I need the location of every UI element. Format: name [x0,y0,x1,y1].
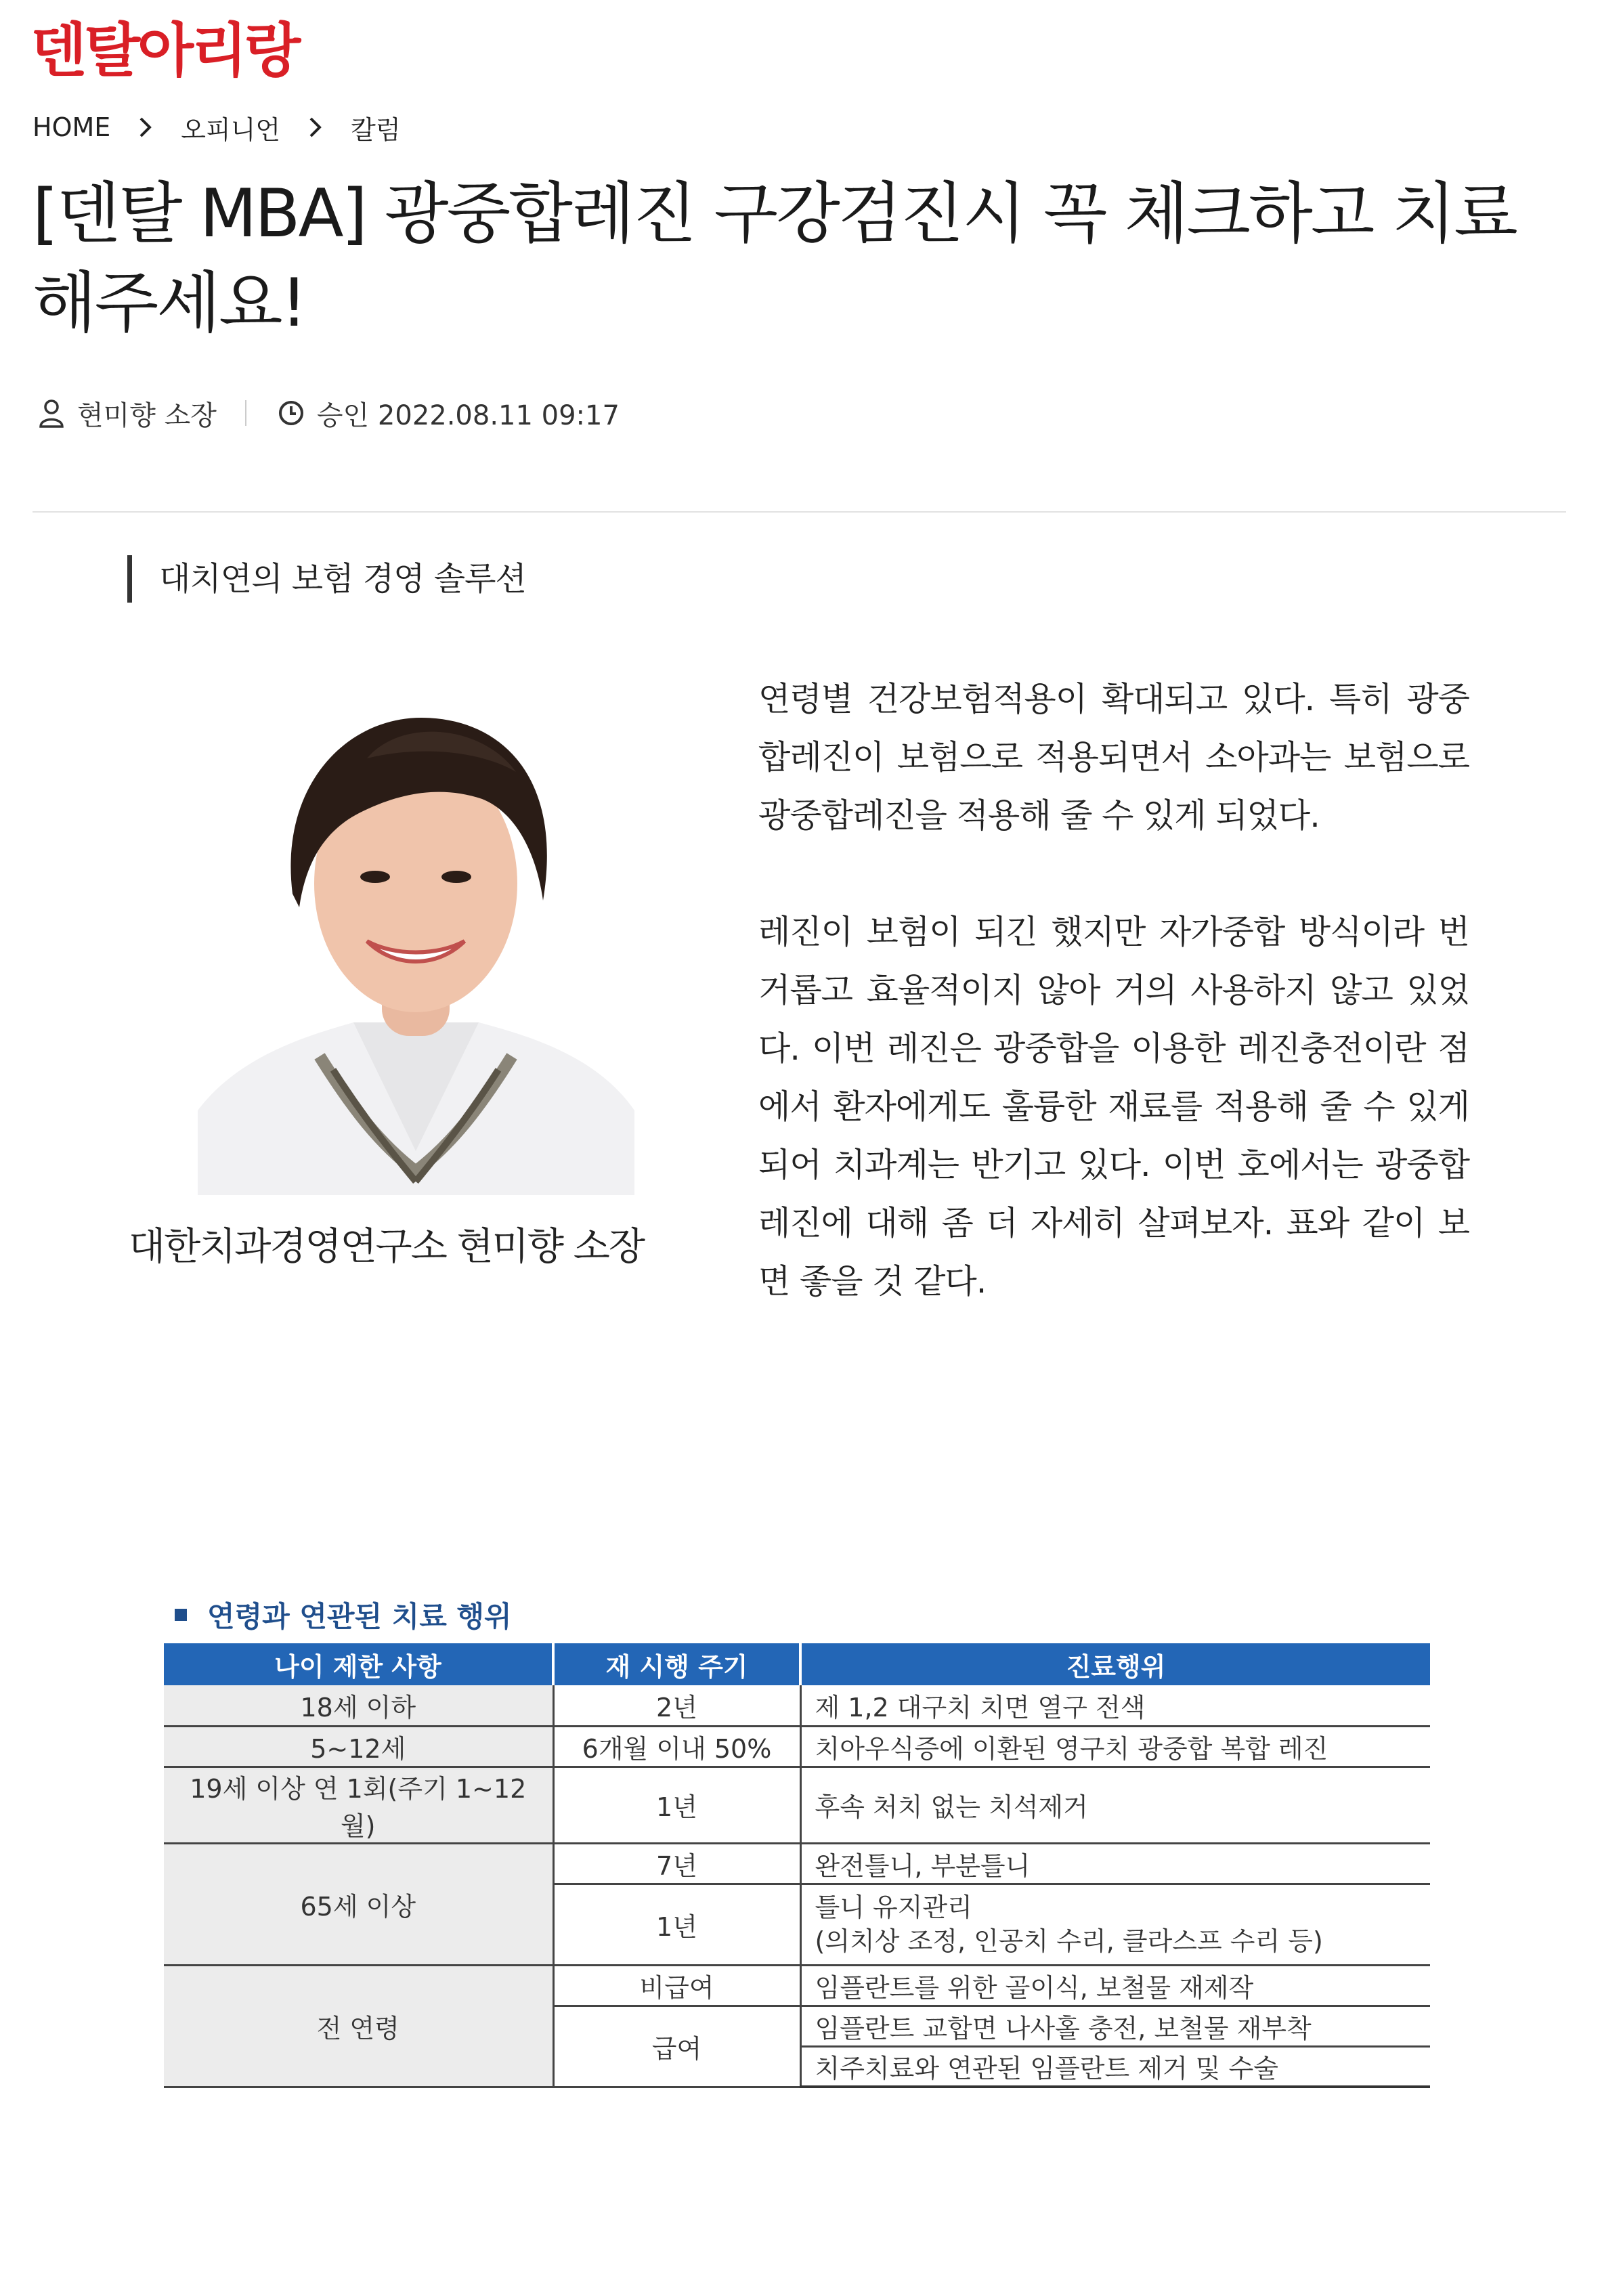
table-cell-age: 5~12세 [164,1726,553,1767]
breadcrumb-opinion[interactable]: 오피니언 [181,114,281,145]
table-cell-age: 65세 이상 [164,1843,553,1965]
table-cell-treatment: 제 1,2 대구치 치면 열구 전색 [800,1685,1430,1726]
breadcrumb-home[interactable]: HOME [33,112,111,142]
author-name[interactable]: 현미향 소장 [77,399,217,431]
table-row [164,1726,1430,1767]
table-cell-cycle: 6개월 이내 50% [553,1726,800,1767]
table-cell-cycle: 7년 [553,1843,800,1884]
table-cell-treatment: 후속 처치 없는 치석제거 [800,1767,1430,1843]
treatment-table-figure [164,1595,1430,2088]
table-cell-age: 전 연령 [164,1965,553,2087]
approval-date: 승인 2022.08.11 09:17 [316,399,620,431]
article-subtitle: 대치연의 보험 경영 솔루션 [127,555,526,603]
table-cell-cycle: 2년 [553,1685,800,1726]
header-divider [33,511,1566,513]
chevron-right-icon [299,110,332,144]
chevron-right-icon [129,110,162,144]
table-title-text: 연령과 연관된 치료 행위 [207,1600,512,1633]
table-row [164,1767,1430,1843]
site-logo[interactable]: 덴탈아리랑 [30,17,299,85]
table-cell-cycle: 급여 [553,2006,800,2087]
user-icon [35,397,68,429]
article-paragraph: 레진이 보험이 되긴 했지만 자가중합 방식이라 번거롭고 효율적이지 않아 거의 사용하지 않고 있었다. 이번 레진은 광중합을 이용한 레진충전이란 점에서 환자에게도 훌륭한 재료를 적용해 줄 수 있게 되어 치과계는 반기고 있다. 이번 호에서는 광중합레진에 대해 좀 더 자세히 살펴보자. 표와 같이 보면 좋을 것 같다. [758,913,1469,1301]
treatment-line: (의치상 조정, 인공치 수리, 클라스프 수리 등) [815,1926,1323,1956]
table-cell-cycle: 1년 [553,1767,800,1843]
table-row [164,1965,1430,2006]
column-header: 나이 제한 사항 [164,1643,553,1685]
column-header: 진료행위 [800,1643,1430,1685]
article-meta [35,393,620,433]
treatment-line: 틀니 유지관리 [815,1892,972,1922]
breadcrumb [33,108,401,146]
table-cell-treatment: 임플란트 교합면 나사홀 충전, 보철물 재부착 [800,2006,1430,2046]
table-cell-treatment: 완전틀니, 부분틀니 [800,1843,1430,1884]
table-cell-age: 19세 이상 연 1회(주기 1~12월) [164,1767,553,1843]
article-paragraph: 연령별 건강보험적용이 확대되고 있다. 특히 광중합레진이 보험으로 적용되면서 소아과는 보험으로 광중합레진을 적용해 줄 수 있게 되었다. [758,680,1469,835]
breadcrumb-column[interactable]: 칼럼 [351,114,401,145]
table-cell-treatment: 치아우식증에 이환된 영구치 광중합 복합 레진 [800,1726,1430,1767]
table-row [164,1685,1430,1726]
meta-divider [245,400,246,426]
table-title [164,1595,1430,1635]
table-cell-treatment: 임플란트를 위한 골이식, 보철물 재제작 [800,1965,1430,2006]
article-title: [덴탈 MBA] 광중합레진 구강검진시 꼭 체크하고 치료해주세요! [33,175,1516,342]
table-cell-cycle: 1년 [553,1884,800,1965]
table-cell-age: 18세 이하 [164,1685,553,1726]
table-header-row [164,1643,1430,1685]
table-cell-treatment [800,1884,1430,1965]
column-header: 재 시행 주기 [553,1643,800,1685]
clock-icon [275,397,307,429]
article-body [758,670,1469,1369]
photo-caption: 대한치과경영연구소 현미향 소장 [129,1225,644,1269]
square-bullet-icon [175,1609,187,1621]
table-row [164,1843,1430,1884]
table-cell-treatment: 치주치료와 연관된 임플란트 제거 및 수술 [800,2046,1430,2087]
treatment-table [164,1643,1430,2088]
author-photo [198,677,634,1195]
table-cell-cycle: 비급여 [553,1965,800,2006]
